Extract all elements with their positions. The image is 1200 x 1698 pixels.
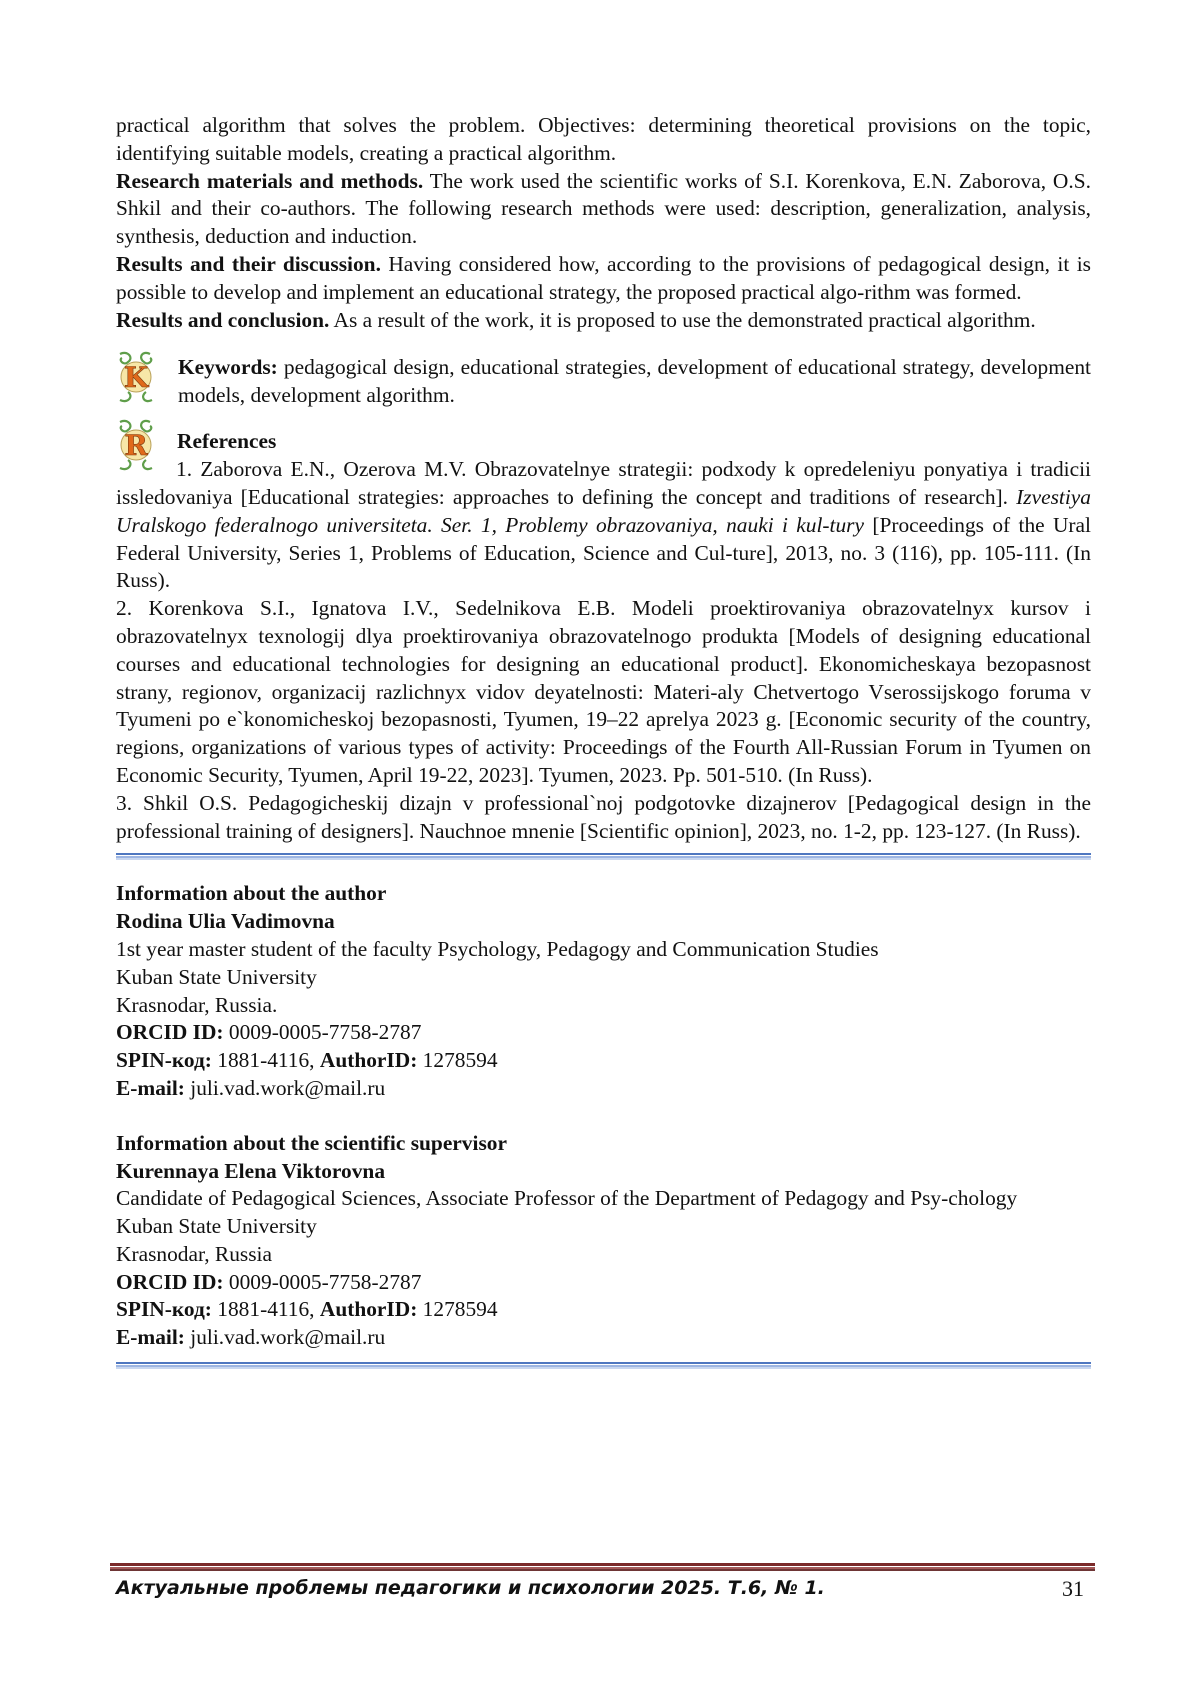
references-initial-icon [114, 418, 158, 472]
supervisor-ids [116, 1296, 1091, 1324]
author-position: 1st year master student of the faculty Psychology, Pedagogy and Communication Studies [116, 936, 879, 961]
authorid-label: AuthorID: [319, 1297, 418, 1322]
author-name: Rodina Ulia Vadimovna [116, 909, 335, 934]
reference-1-journal: Izvestiya Uralskogo federalnogo universiteta. Ser. 1, Problemy obrazovaniya, nauki i kul-tury [116, 484, 1091, 537]
keywords-heading: Keywords: [178, 355, 278, 380]
spin-value: 1881-4116, [211, 1297, 320, 1322]
spin-label: SPIN-код: [116, 1048, 212, 1073]
reference-3: 3. Shkil O.S. Pedagogicheskij dizajn v professional`noj podgotovke dizajnerov [Pedagogical design in the professional training of designers]. Nauchnoe mnenie [Scientific opinion], 2023, no. 1-2, pp. 123-127. (In Russ). [116, 790, 1091, 843]
email-value[interactable]: juli.vad.work@mail.ru [184, 1325, 386, 1350]
conclusion-text: As a result of the work, it is proposed to use the demonstrated practical algorithm. [329, 307, 1036, 332]
email-value[interactable]: juli.vad.work@mail.ru [184, 1075, 386, 1100]
reference-2: 2. Korenkova S.I., Ignatova I.V., Sedelnikova E.B. Modeli proektirovaniya obrazovatelnyx kursov i obrazovatelnyx texnologij dlya proektirovaniya obrazovatelnogo produkta [Models of designing educational courses and educational technologies for designing an educational product]. Ekonomicheskaya bezopasnost strany, regionov, organizacij razlichnyx vidov deyatelnosti: Materi-aly Chetvertogo Vserossijskogo foruma v Tyumeni po e`konomicheskoj bezopasnosti, Tyumen, 19–22 aprelya 2023 g. [Economic security of the country, regions, organizations of various types of activity: Proceedings of the Fourth All-Russian Forum in Tyumen on Economic Security, Tyumen, April 19-22, 2023]. Tyumen, 2023. Pp. 501-510. (In Russ). [116, 596, 1091, 787]
spin-label: SPIN-код: [116, 1297, 212, 1322]
results-text: Having considered how, according to the provisions of pedagogical design, it is possible to develop and implement an educational strategy, the proposed practical algo-rithm was formed. [116, 251, 1091, 304]
supervisor-name: Kurennaya Elena Viktorovna [116, 1158, 386, 1183]
abstract-objectives [116, 112, 1091, 168]
authorid-value: 1278594 [417, 1048, 498, 1073]
author-orcid [116, 1019, 1091, 1047]
orcid-value: 0009-0005-7758-2787 [223, 1269, 422, 1294]
authorid-label: AuthorID: [319, 1048, 418, 1073]
orcid-value: 0009-0005-7758-2787 [223, 1020, 422, 1045]
author-university: Kuban State University [116, 964, 317, 989]
supervisor-university: Kuban State University [116, 1214, 317, 1239]
methods-text: The work used the scientific works of S.I. Korenkova, E.N. Zaborova, O.S. Shkil and their co-authors. The following research methods were used: description, generalization, analysis, synthesis, deduction and induction. [116, 168, 1091, 249]
reference-1-text: 1. Zaborova E.N., Ozerova M.V. Obrazovatelnye strategii: podxody k opredeleniyu ponyatiya i tradicii issledovaniya [Educational strategies: approaches to defining the concept and traditions of research]. [116, 457, 1091, 509]
article-body [116, 112, 1091, 1389]
references-block [116, 428, 1091, 845]
footer-divider [110, 1563, 1095, 1571]
supervisor-info [116, 1130, 1091, 1352]
email-label: E-mail: [116, 1075, 185, 1100]
keywords-initial-icon [114, 350, 158, 404]
supervisor-city: Krasnodar, Russia [116, 1241, 272, 1266]
spin-value: 1881-4116, [211, 1048, 320, 1073]
author-info [116, 880, 1091, 1102]
reference-1-tail: [Proceedings of the Ural Federal University, Series 1, Problems of Education, Science and Cul-ture], 2013, no. 3 (116), pp. 105-111. (In Russ). [116, 512, 1091, 593]
svg-text:K: K [123, 361, 149, 395]
keywords-block [116, 354, 1091, 414]
results-heading: Results and their discussion. [116, 251, 381, 276]
supervisor-position: Candidate of Pedagogical Sciences, Associate Professor of the Department of Pedagogy and Psy-chology [116, 1186, 1018, 1211]
orcid-label: ORCID ID: [116, 1269, 224, 1294]
author-section-title: Information about the author [116, 881, 387, 906]
section-divider [116, 1362, 1091, 1369]
reference-1 [116, 456, 1091, 595]
keywords-text: pedagogical design, educational strategies, development of educational strategy, development models, development algorithm. [178, 355, 1091, 408]
author-email [116, 1075, 1091, 1103]
authorid-value: 1278594 [417, 1297, 498, 1322]
section-divider [116, 853, 1091, 860]
abstract-results [116, 251, 1091, 307]
conclusion-heading: Results and conclusion. [116, 307, 330, 332]
author-city: Krasnodar, Russia. [116, 992, 278, 1017]
references-title: References [177, 429, 277, 454]
orcid-label: ORCID ID: [116, 1020, 224, 1045]
supervisor-email [116, 1324, 1091, 1352]
methods-heading: Research materials and methods. [116, 168, 424, 193]
author-ids [116, 1047, 1091, 1075]
supervisor-orcid [116, 1269, 1091, 1297]
abstract-text: practical algorithm that solves the problem. Objectives: determining theoretical provisions on the topic, identifying suitable models, creating a practical algorithm. [116, 113, 1091, 165]
keywords-paragraph [178, 354, 1091, 410]
abstract-methods [116, 168, 1091, 251]
email-label: E-mail: [116, 1325, 185, 1350]
journal-title: Актуальные проблемы педагогики и психологии 2025. Т.6, № 1. [116, 1577, 825, 1599]
svg-text:R: R [124, 429, 148, 463]
abstract-conclusion [116, 307, 1091, 335]
page-number: 31 [1062, 1576, 1084, 1601]
supervisor-section-title: Information about the scientific supervisor [116, 1130, 507, 1155]
